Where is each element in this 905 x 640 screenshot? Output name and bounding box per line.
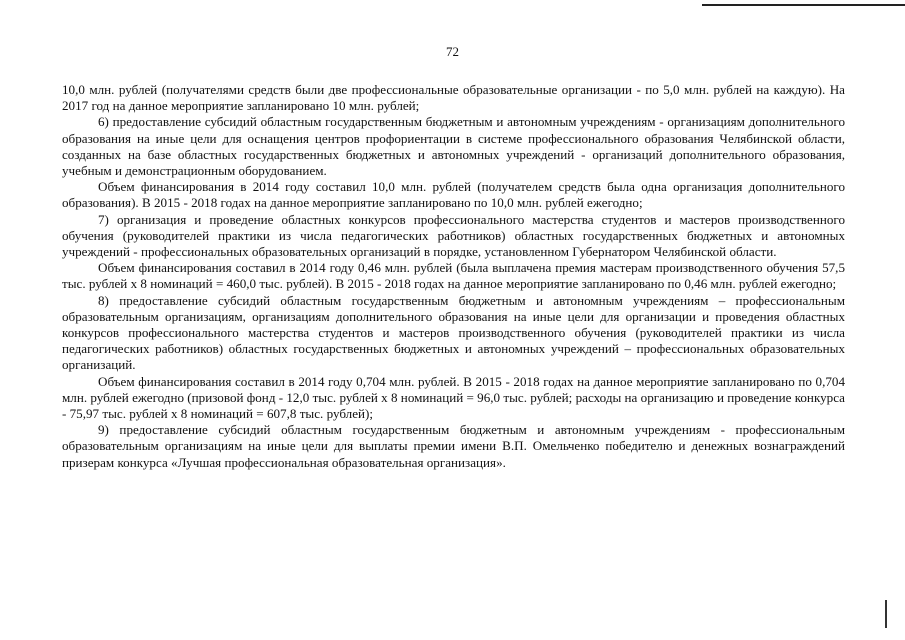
header-rule (702, 4, 905, 6)
paragraph-item-6: 6) предоставление субсидий областным государственным бюджетным и автономным учреждениям - организациям дополнительного образования на иные цели для оснащения центров профориентации в системе профессионального образования Челябинской области, созданных на базе областных государственных бюджетных и автономных учреждений - организаций дополнительного образования, учебным и демонстрационным оборудованием. (62, 114, 845, 179)
paragraph-item-9: 9) предоставление субсидий областным государственным бюджетным и автономным учреждениям - профессиональным образовательным организациям на иные цели для выплаты премии имени В.П. Омельченко победителю и денежных вознаграждений призерам конкурса «Лучшая профессиональная образовательная организация». (62, 422, 845, 470)
paragraph-funding-item-8: Объем финансирования составил в 2014 году 0,704 млн. рублей. В 2015 - 2018 годах на данное мероприятие запланировано по 0,704 млн. рублей ежегодно (призовой фонд - 12,0 тыс. рублей х 8 номинаций = 96,0 тыс. рублей; расходы на организацию и проведение конкурса - 75,97 тыс. рублей х 8 номинаций = 607,8 тыс. рублей); (62, 373, 845, 422)
document-body (62, 82, 845, 471)
paragraph-funding-item-7: Объем финансирования составил в 2014 году 0,46 млн. рублей (была выплачена премия мастерам производственного обучения 57,5 тыс. рублей х 8 номинаций = 460,0 тыс. рублей). В 2015 - 2018 годах на данное мероприятие запланировано по 0,46 млн. рублей ежегодно; (62, 260, 845, 292)
paragraph-continuation: 10,0 млн. рублей (получателями средств были две профессиональные образовательные организации - по 5,0 млн. рублей на каждую). На 2017 год на данное мероприятие запланировано 10 млн. рублей; (62, 82, 845, 114)
paragraph-funding-item-6: Объем финансирования в 2014 году составил 10,0 млн. рублей (получателем средств была одна организация дополнительного образования). В 2015 - 2018 годах на данное мероприятие запланировано по 10,0 млн. рублей ежегодно; (62, 179, 845, 211)
scan-edge-mark (885, 600, 887, 628)
paragraph-item-7: 7) организация и проведение областных конкурсов профессионального мастерства студентов и мастеров производственного обучения (руководителей практики из числа педагогических работников) областных государственных бюджетных и автономных учреждений - профессиональных образовательных организаций в порядке, установленном Губернатором Челябинской области. (62, 211, 845, 260)
page-number: 72 (446, 44, 459, 59)
paragraph-item-8: 8) предоставление субсидий областным государственным бюджетным и автономным учреждениям – профессиональным образовательным организациям, организациям дополнительного образования на иные цели для организации и проведения областных конкурсов профессионального мастерства студентов и мастеров производственного обучения (руководителей практики из числа педагогических работников) областных государственных бюджетных и автономных учреждений – профессиональных образовательных организаций. (62, 292, 845, 373)
